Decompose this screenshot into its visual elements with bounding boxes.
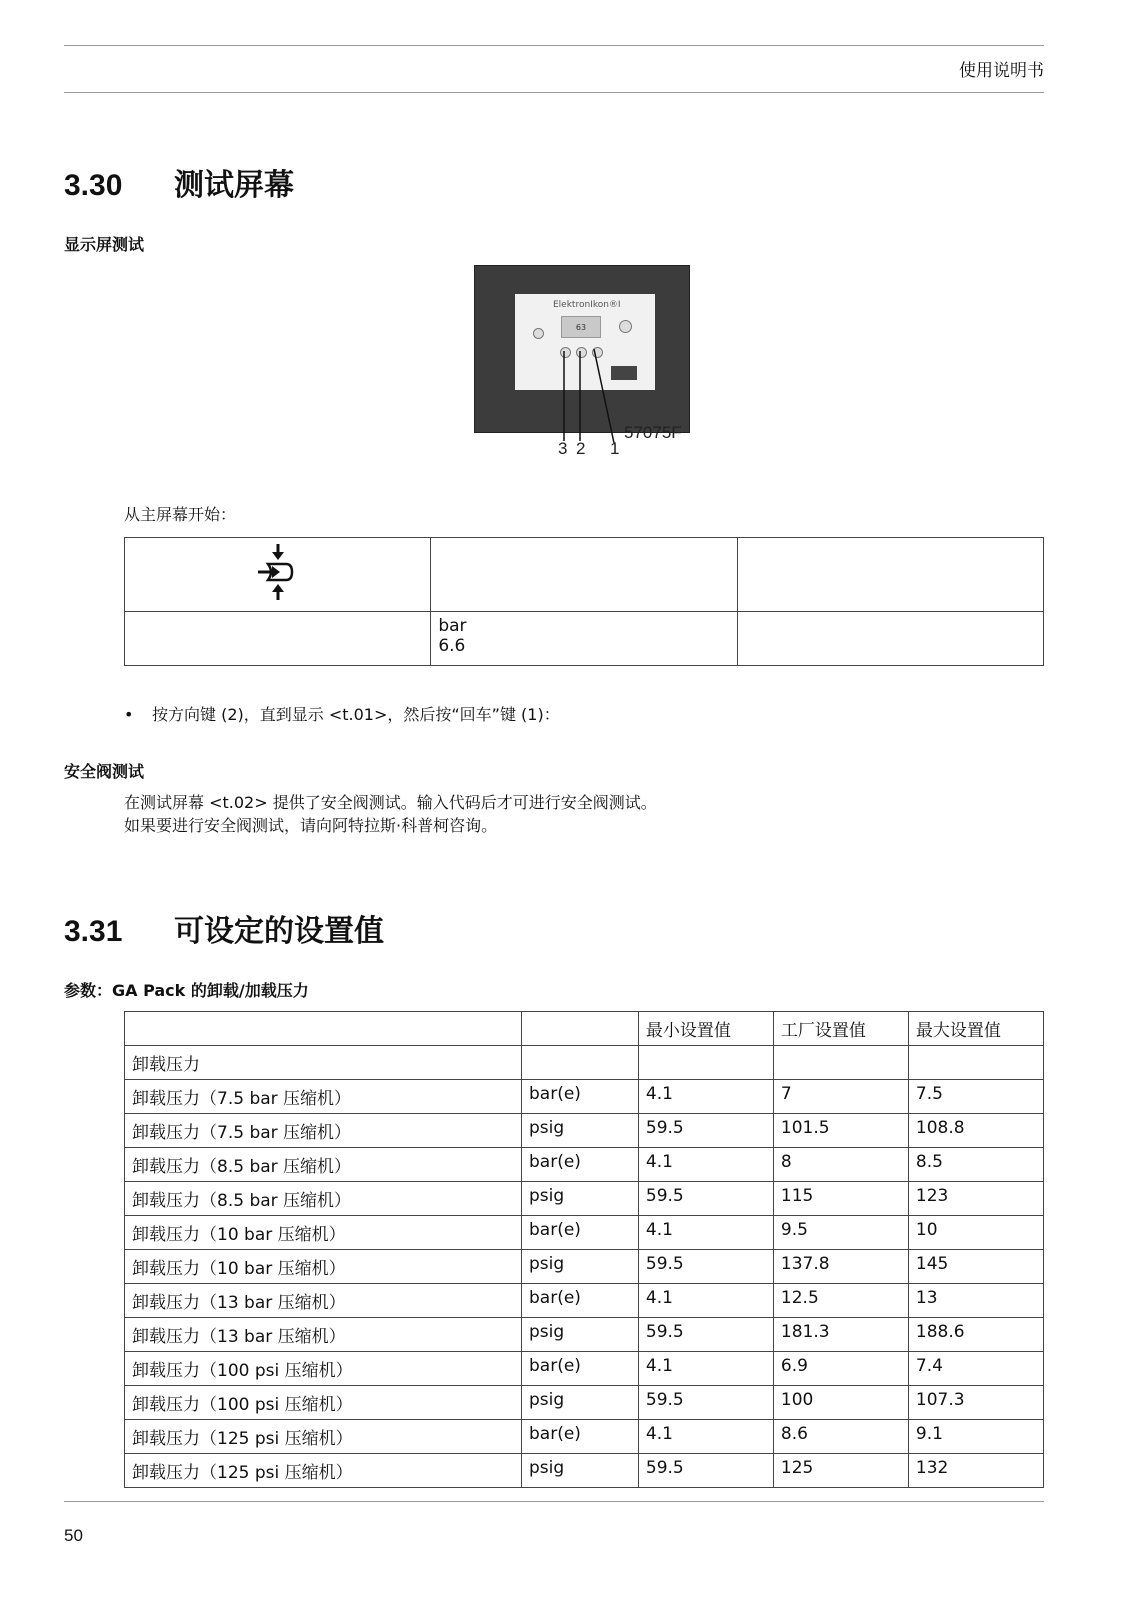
screen-table-row (125, 612, 1044, 666)
table-row (125, 1420, 1044, 1454)
table-cell: 107.3 (908, 1386, 1043, 1420)
table-cell: 8.5 (908, 1148, 1043, 1182)
table-cell: 59.5 (638, 1454, 773, 1488)
table-row (125, 1454, 1044, 1488)
table-cell: 59.5 (638, 1318, 773, 1352)
callout-1: 1 (610, 439, 620, 458)
column-header (522, 1012, 639, 1046)
parameter-heading: 参数：GA Pack 的卸载/加载压力 (64, 981, 309, 1000)
table-cell: 8.6 (773, 1420, 908, 1454)
table-cell: 137.8 (773, 1250, 908, 1284)
control-panel-figure (474, 265, 690, 471)
table-cell: 59.5 (638, 1386, 773, 1420)
table-cell: 101.5 (773, 1114, 908, 1148)
table-cell: 188.6 (908, 1318, 1043, 1352)
table-row (125, 1148, 1044, 1182)
table-cell: 4.1 (638, 1148, 773, 1182)
screen-icon-cell (125, 538, 431, 612)
table-cell: 108.8 (908, 1114, 1043, 1148)
page-number: 50 (64, 1526, 83, 1545)
table-cell: 7 (773, 1080, 908, 1114)
header-rule-bottom (64, 92, 1044, 93)
table-cell: 59.5 (638, 1182, 773, 1216)
from-main-screen-text: 从主屏幕开始： (124, 505, 237, 524)
table-cell: psig (522, 1454, 639, 1488)
screen-table (124, 537, 1044, 666)
table-cell: 7.4 (908, 1352, 1043, 1386)
table-row (125, 1386, 1044, 1420)
table-row (125, 1114, 1044, 1148)
table-cell: 卸载压力（125 psi 压缩机） (125, 1454, 522, 1488)
table-row (125, 1080, 1044, 1114)
table-cell: bar(e) (522, 1420, 639, 1454)
table-cell (908, 1046, 1043, 1080)
table-cell: 4.1 (638, 1420, 773, 1454)
table-row (125, 1250, 1044, 1284)
subheading-display-test: 显示屏测试 (64, 235, 145, 254)
table-cell: 卸载压力（13 bar 压缩机） (125, 1318, 522, 1352)
table-cell: bar(e) (522, 1216, 639, 1250)
table-cell: psig (522, 1318, 639, 1352)
table-cell: psig (522, 1182, 639, 1216)
table-cell: 9.1 (908, 1420, 1043, 1454)
table-cell (522, 1046, 639, 1080)
table-cell: 卸载压力（10 bar 压缩机） (125, 1250, 522, 1284)
table-cell: 12.5 (773, 1284, 908, 1318)
column-header (125, 1012, 522, 1046)
column-header-factory: 工厂设置值 (773, 1012, 908, 1046)
table-row (125, 1352, 1044, 1386)
screen-value-cell (431, 612, 737, 666)
safety-valve-line: 在测试屏幕 <t.02> 提供了安全阀测试。输入代码后才可进行安全阀测试。 (124, 793, 657, 812)
screen-cell-empty-3 (125, 612, 431, 666)
table-cell: 8 (773, 1148, 908, 1182)
instruction-bullet (124, 702, 560, 725)
table-cell: 181.3 (773, 1318, 908, 1352)
section-title: 可设定的设置值 (174, 914, 384, 949)
settings-header-row (125, 1012, 1044, 1046)
table-cell: 59.5 (638, 1114, 773, 1148)
table-cell: 4.1 (638, 1352, 773, 1386)
pressure-unit: bar (438, 616, 467, 636)
instruction-text: 按方向键 (2)，直到显示 <t.01>，然后按“回车”键 (1)： (152, 705, 560, 724)
brand-label: ElektronIkon®I (553, 300, 621, 310)
section-title: 测试屏幕 (174, 168, 294, 203)
table-cell: bar(e) (522, 1148, 639, 1182)
table-cell: 115 (773, 1182, 908, 1216)
table-cell: 59.5 (638, 1250, 773, 1284)
load-unload-icon (256, 542, 300, 602)
table-cell: 10 (908, 1216, 1043, 1250)
lcd-display: 63 (561, 316, 601, 338)
subheading-safety-valve-test: 安全阀测试 (64, 762, 145, 781)
screen-cell-empty-2 (737, 538, 1043, 612)
table-cell: 132 (908, 1454, 1043, 1488)
settings-table (124, 1011, 1044, 1488)
column-header-min: 最小设置值 (638, 1012, 773, 1046)
table-cell: 卸载压力 (125, 1046, 522, 1080)
table-cell: 卸载压力（7.5 bar 压缩机） (125, 1080, 522, 1114)
header-title: 使用说明书 (959, 61, 1044, 81)
table-cell: 卸载压力（8.5 bar 压缩机） (125, 1182, 522, 1216)
table-cell: bar(e) (522, 1352, 639, 1386)
table-cell: 卸载压力（8.5 bar 压缩机） (125, 1148, 522, 1182)
bullet-dot-icon: • (124, 705, 134, 724)
table-cell: 7.5 (908, 1080, 1043, 1114)
callout-3: 3 (558, 439, 568, 458)
table-cell: bar(e) (522, 1284, 639, 1318)
table-cell: 卸载压力（125 psi 压缩机） (125, 1420, 522, 1454)
table-cell: 卸载压力（100 psi 压缩机） (125, 1386, 522, 1420)
table-cell: psig (522, 1386, 639, 1420)
screen-cell-empty-4 (737, 612, 1043, 666)
table-cell: 卸载压力（13 bar 压缩机） (125, 1284, 522, 1318)
table-cell: 卸载压力（7.5 bar 压缩机） (125, 1114, 522, 1148)
table-cell: 卸载压力（10 bar 压缩机） (125, 1216, 522, 1250)
section-heading-3-30 (64, 160, 294, 204)
table-cell: 4.1 (638, 1080, 773, 1114)
figure-code: 57075F (624, 423, 682, 442)
footer-rule (64, 1501, 1044, 1502)
table-cell: 6.9 (773, 1352, 908, 1386)
table-row (125, 1216, 1044, 1250)
screen-cell-empty-1 (431, 538, 737, 612)
callout-2: 2 (576, 439, 586, 458)
table-cell: 4.1 (638, 1284, 773, 1318)
table-cell: 13 (908, 1284, 1043, 1318)
table-cell (638, 1046, 773, 1080)
table-cell: 9.5 (773, 1216, 908, 1250)
table-cell: 卸载压力（100 psi 压缩机） (125, 1352, 522, 1386)
section-number: 3.31 (64, 915, 123, 948)
table-row (125, 1046, 1044, 1080)
table-cell: 100 (773, 1386, 908, 1420)
screen-table-row (125, 538, 1044, 612)
column-header-max: 最大设置值 (908, 1012, 1043, 1046)
section-heading-3-31 (64, 906, 384, 950)
table-cell: 4.1 (638, 1216, 773, 1250)
table-row (125, 1284, 1044, 1318)
table-cell: bar(e) (522, 1080, 639, 1114)
table-cell: psig (522, 1114, 639, 1148)
table-cell: 145 (908, 1250, 1043, 1284)
header-rule-top (64, 45, 1044, 46)
table-row (125, 1182, 1044, 1216)
table-cell: psig (522, 1250, 639, 1284)
safety-valve-text (124, 791, 657, 837)
table-cell (773, 1046, 908, 1080)
table-cell: 125 (773, 1454, 908, 1488)
section-number: 3.30 (64, 169, 123, 202)
safety-valve-line: 如果要进行安全阀测试，请向阿特拉斯·科普柯咨询。 (124, 816, 498, 835)
pressure-value: 6.6 (438, 636, 466, 656)
table-cell: 123 (908, 1182, 1043, 1216)
table-row (125, 1318, 1044, 1352)
